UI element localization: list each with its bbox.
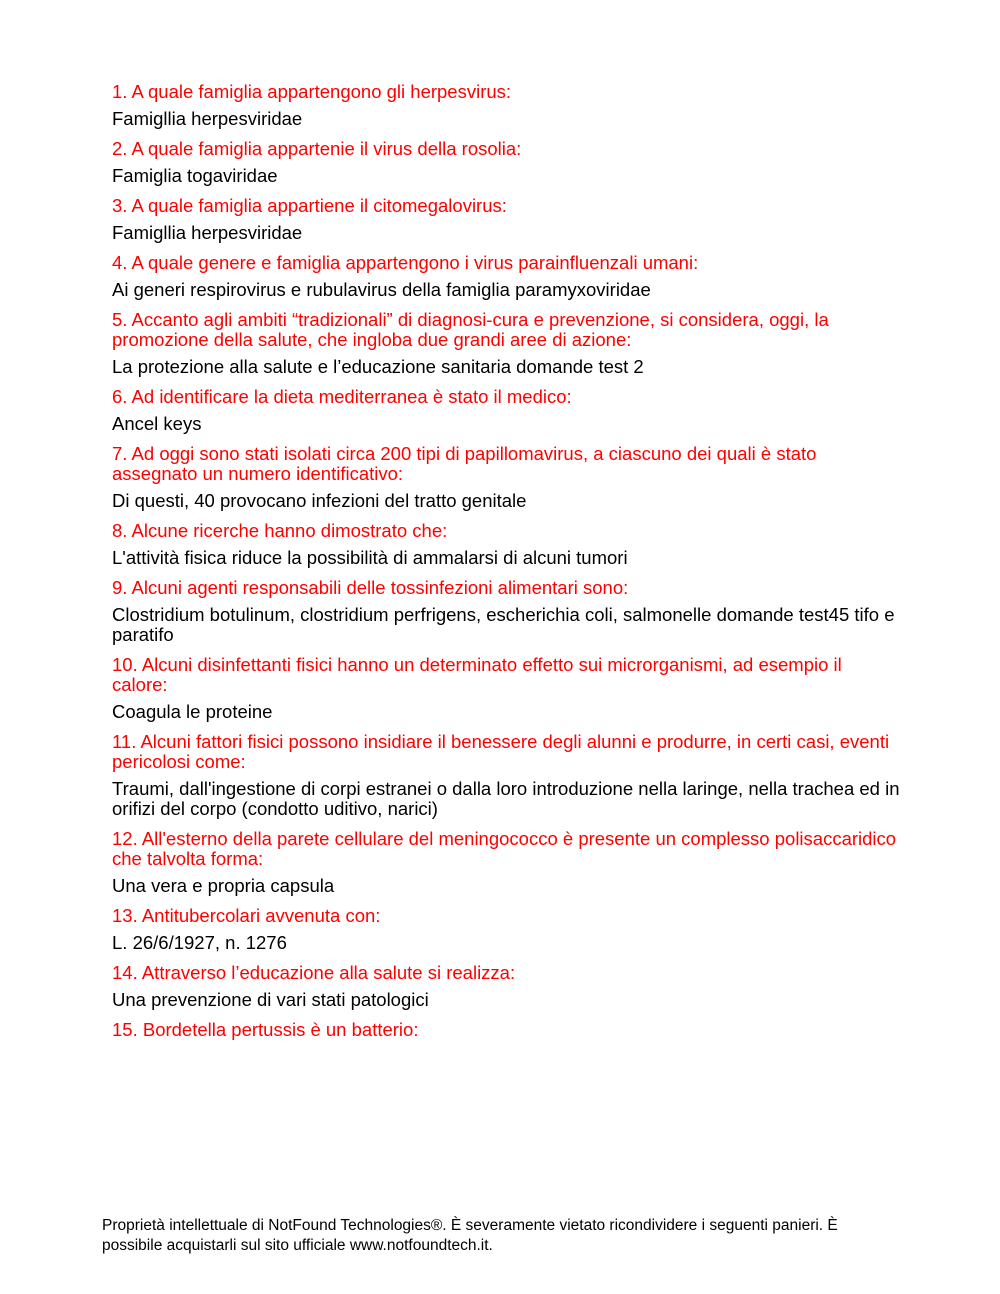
question-text: 11. Alcuni fattori fisici possono insidiare il benessere degli alunni e produrre, in certi casi, eventi pericolosi come: xyxy=(112,731,890,772)
qa-item-14 xyxy=(112,963,902,1010)
question-text: 7. Ad oggi sono stati isolati circa 200 tipi di papillomavirus, a ciascuno dei quali è stato assegnato un numero identificativo: xyxy=(112,443,817,484)
question-text: 6. Ad identificare la dieta mediterranea è stato il medico: xyxy=(112,386,572,407)
qa-item-7 xyxy=(112,444,902,511)
qa-item-1 xyxy=(112,82,902,129)
qa-item-6 xyxy=(112,387,902,434)
question-text: 3. A quale famiglia appartiene il citomegalovirus: xyxy=(112,195,507,216)
answer-text: Ai generi respirovirus e rubulavirus della famiglia paramyxoviridae xyxy=(112,279,651,300)
qa-item-8 xyxy=(112,521,902,568)
question-text: 8. Alcune ricerche hanno dimostrato che: xyxy=(112,520,448,541)
answer-text: Una vera e propria capsula xyxy=(112,875,335,896)
question-text: 5. Accanto agli ambiti “tradizionali” di diagnosi-cura e prevenzione, si considera, oggi, la promozione della salute, che ingloba due grandi aree di azione: xyxy=(112,309,829,350)
answer-text: La protezione alla salute e l’educazione sanitaria domande test 2 xyxy=(112,356,644,377)
question-text: 12. All'esterno della parete cellulare del meningococco è presente un complesso polisaccaridico che talvolta forma: xyxy=(112,828,897,869)
qa-item-11 xyxy=(112,732,902,819)
answer-text: L'attività fisica riduce la possibilità di ammalarsi di alcuni tumori xyxy=(112,547,628,568)
answer-text: Di questi, 40 provocano infezioni del tratto genitale xyxy=(112,490,527,511)
answer-text: Coagula le proteine xyxy=(112,701,273,722)
qa-item-10 xyxy=(112,655,902,722)
qa-item-2 xyxy=(112,139,902,186)
question-text: 1. A quale famiglia appartengono gli herpesvirus: xyxy=(112,81,512,102)
question-text: 10. Alcuni disinfettanti fisici hanno un determinato effetto sui microrganismi, ad esempio il calore: xyxy=(112,654,842,695)
question-text: 2. A quale famiglia appartenie il virus della rosolia: xyxy=(112,138,522,159)
question-text: 14. Attraverso l’educazione alla salute si realizza: xyxy=(112,962,516,983)
answer-text: L. 26/6/1927, n. 1276 xyxy=(112,932,287,953)
qa-item-3 xyxy=(112,196,902,243)
question-text: 13. Antitubercolari avvenuta con: xyxy=(112,905,381,926)
answer-text: Clostridium botulinum, clostridium perfrigens, escherichia coli, salmonelle domande test45 tifo e paratifo xyxy=(112,604,895,645)
answer-text: Ancel keys xyxy=(112,413,202,434)
answer-text: Famiglia togaviridae xyxy=(112,165,278,186)
question-list xyxy=(112,82,902,1050)
qa-item-15 xyxy=(112,1020,902,1040)
copyright-footer: Proprietà intellettuale di NotFound Technologies®. È severamente vietato ricondividere i seguenti panieri. È possibile acquistarli sul sito ufficiale www.notfoundtech.it. xyxy=(102,1217,838,1254)
qa-item-9 xyxy=(112,578,902,645)
qa-item-13 xyxy=(112,906,902,953)
answer-text: Famigllia herpesviridae xyxy=(112,222,303,243)
question-text: 15. Bordetella pertussis è un batterio: xyxy=(112,1019,419,1040)
qa-item-5 xyxy=(112,310,902,377)
answer-text: Famigllia herpesviridae xyxy=(112,108,303,129)
answer-text: Una prevenzione di vari stati patologici xyxy=(112,989,429,1010)
question-text: 9. Alcuni agenti responsabili delle tossinfezioni alimentari sono: xyxy=(112,577,629,598)
qa-item-4 xyxy=(112,253,902,300)
question-text: 4. A quale genere e famiglia appartengono i virus parainfluenzali umani: xyxy=(112,252,699,273)
answer-text: Traumi, dall'ingestione di corpi estranei o dalla loro introduzione nella laringe, nella trachea ed in orifizi del corpo (condotto uditivo, narici) xyxy=(112,778,900,819)
qa-item-12 xyxy=(112,829,902,896)
